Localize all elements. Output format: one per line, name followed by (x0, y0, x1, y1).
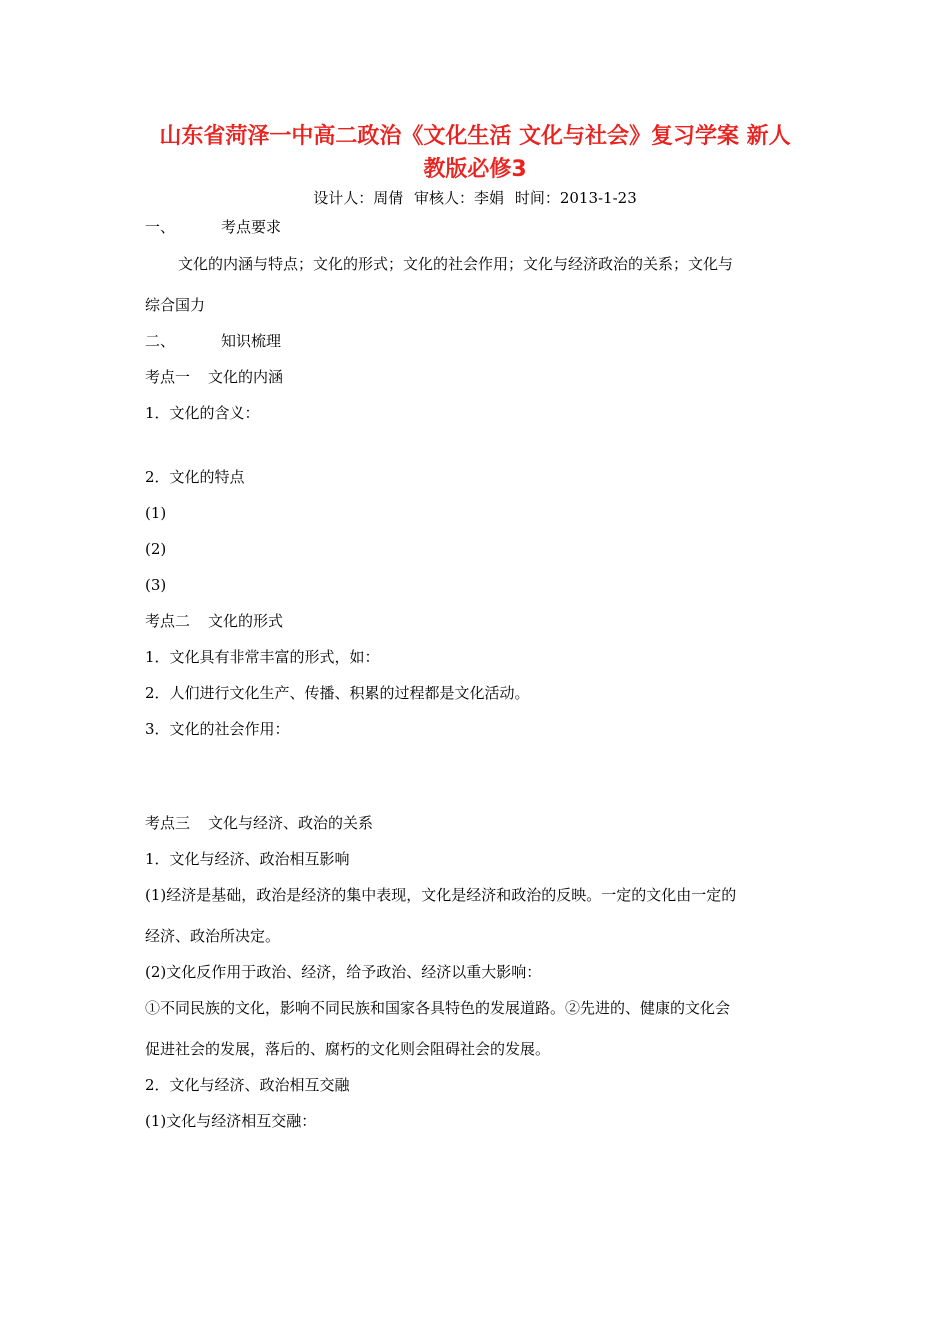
point1-sub-1: (1) (145, 504, 167, 522)
point3-para-1-line-2: 经济、政治所决定。 (145, 927, 281, 945)
point-heading-1 (145, 367, 283, 387)
point2-item-2: 2．人们进行文化生产、传播、积累的过程都是文化活动。 (145, 684, 530, 702)
point3-item-2: 2．文化与经济、政治相互交融 (145, 1076, 350, 1094)
section-heading-knowledge (145, 331, 281, 351)
point1-item-2: 2．文化的特点 (145, 468, 245, 486)
section-label: 知识梳理 (221, 332, 282, 350)
point-label: 文化的内涵 (208, 368, 284, 386)
point3-para-1-line-1: (1)经济是基础，政治是经济的集中表现，文化是经济和政治的反映。一定的文化由一定的 (145, 886, 737, 904)
point1-sub-2: (2) (145, 540, 167, 558)
document-title-line-1: 山东省菏泽一中高二政治《文化生活 文化与社会》复习学案 新人 (159, 124, 791, 149)
section-number: 一、 (145, 218, 176, 236)
point-label: 文化的形式 (208, 612, 284, 630)
point-heading-3 (145, 813, 373, 833)
point-number: 考点三 (145, 814, 191, 832)
point2-item-3: 3．文化的社会作用： (145, 720, 290, 738)
designer: 设计人：周倩 (313, 189, 404, 207)
point3-para-2: (2)文化反作用于政治、经济，给予政治、经济以重大影响： (145, 963, 542, 981)
section-number: 二、 (145, 332, 176, 350)
requirements-text-line-2: 综合国力 (145, 296, 206, 314)
section-label: 考点要求 (221, 218, 282, 236)
section-heading-requirements (145, 217, 281, 237)
point3-para-3-line-1: ①不同民族的文化，影响不同民族和国家各具特色的发展道路。②先进的、健康的文化会 (145, 999, 731, 1017)
point3-item-1: 1．文化与经济、政治相互影响 (145, 850, 350, 868)
document-title-line-2: 教版必修3 (423, 157, 527, 182)
point-number: 考点二 (145, 612, 191, 630)
document-meta (0, 188, 950, 208)
point-number: 考点一 (145, 368, 191, 386)
point-label: 文化与经济、政治的关系 (208, 814, 374, 832)
point2-item-1: 1．文化具有非常丰富的形式，如： (145, 648, 380, 666)
point3-para-4: (1)文化与经济相互交融： (145, 1112, 317, 1130)
point1-sub-3: (3) (145, 576, 167, 594)
requirements-text-line-1: 文化的内涵与特点；文化的形式；文化的社会作用；文化与经济政治的关系；文化与 (178, 255, 734, 273)
point-heading-2 (145, 611, 283, 631)
date: 时间：2013-1-23 (514, 189, 637, 207)
point1-item-1: 1．文化的含义： (145, 404, 260, 422)
reviewer: 审核人：李娟 (414, 189, 505, 207)
point3-para-3-line-2: 促进社会的发展，落后的、腐朽的文化则会阻碍社会的发展。 (145, 1040, 551, 1058)
